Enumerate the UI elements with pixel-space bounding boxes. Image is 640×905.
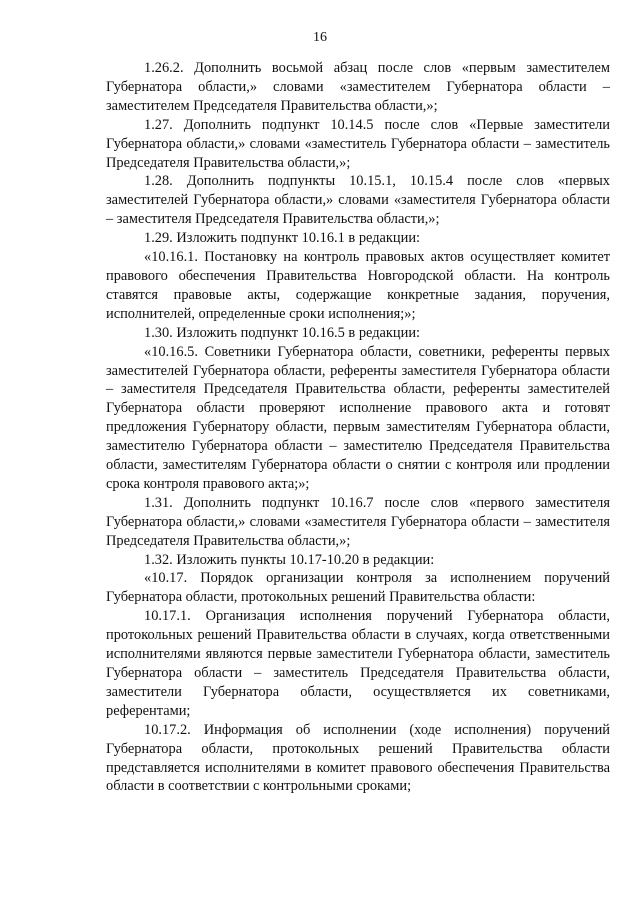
paragraph-1-26-2: 1.26.2. Дополнить восьмой абзац после слов «первым заместителем Губернатора области,» словами «заместителем Губернатора области – заместителем Председателя Правительства области,»; [106,60,610,114]
paragraph-1-31: 1.31. Дополнить подпункт 10.16.7 после слов «первого заместителя Губернатора области,» словами «заместителя Губернатора области – заместителя Председателя Правительства области,»; [106,494,610,549]
page-number: 16 [313,30,327,45]
paragraph-10-17-1: 10.17.1. Организация исполнения поручений Губернатора области, протокольных решений Правительства области в случаях, когда ответственными исполнителями являются первые заместители Губернатора области, заместитель Губернатора области – заместитель Председателя Правительства области, заместители Губернатора области, осуществляется их советниками, референтами; [106,608,610,719]
paragraph-1-30: 1.30. Изложить подпункт 10.16.5 в редакции: [144,324,421,341]
paragraph-10-17-quote: «10.17. Порядок организации контроля за исполнением поручений Губернатора области, протокольных решений Правительства области: [106,570,610,606]
document-body [106,59,610,796]
paragraph-10-16-1-quote: «10.16.1. Постановку на контроль правовых актов осуществляет комитет правового обеспечения Правительства Новгородской области. На контроль ставятся правовые акты, содержащие конкретные задания, поручения, исполнителей, определенные сроки исполнения;»; [106,249,610,322]
paragraph-1-27: 1.27. Дополнить подпункт 10.14.5 после слов «Первые заместители Губернатора области,» словами «заместитель Губернатора области – заместитель Председателя Правительства области,»; [106,116,610,171]
paragraph-10-16-5-quote: «10.16.5. Советники Губернатора области, советники, референты первых заместителей Губернатора области, референты заместителя Губернатора области – заместителя Председателя Правительства области, референты заместителей Губернатора области проверяют исполнение правового акта и готовят предложения Губернатору области, первым заместителям Губернатора области, заместителю Губернатора области – заместителю Председателя Правительства области, заместителям Губернатора области о снятии с контроля или продлении срока контроля правового акта;»; [106,343,610,492]
paragraph-1-29: 1.29. Изложить подпункт 10.16.1 в редакции: [144,230,421,247]
paragraph-1-28: 1.28. Дополнить подпункты 10.15.1, 10.15.4 после слов «первых заместителей Губернатора области,» словами «заместителя Губернатора области – заместителя Председателя Правительства области,»; [106,173,610,228]
paragraph-1-32: 1.32. Изложить пункты 10.17-10.20 в редакции: [144,551,435,568]
paragraph-10-17-2: 10.17.2. Информация об исполнении (ходе исполнения) поручений Губернатора области, протокольных решений Правительства области представляется исполнителями в комитет правового обеспечения Правительства области в соответствии с контрольными сроками; [106,721,610,795]
